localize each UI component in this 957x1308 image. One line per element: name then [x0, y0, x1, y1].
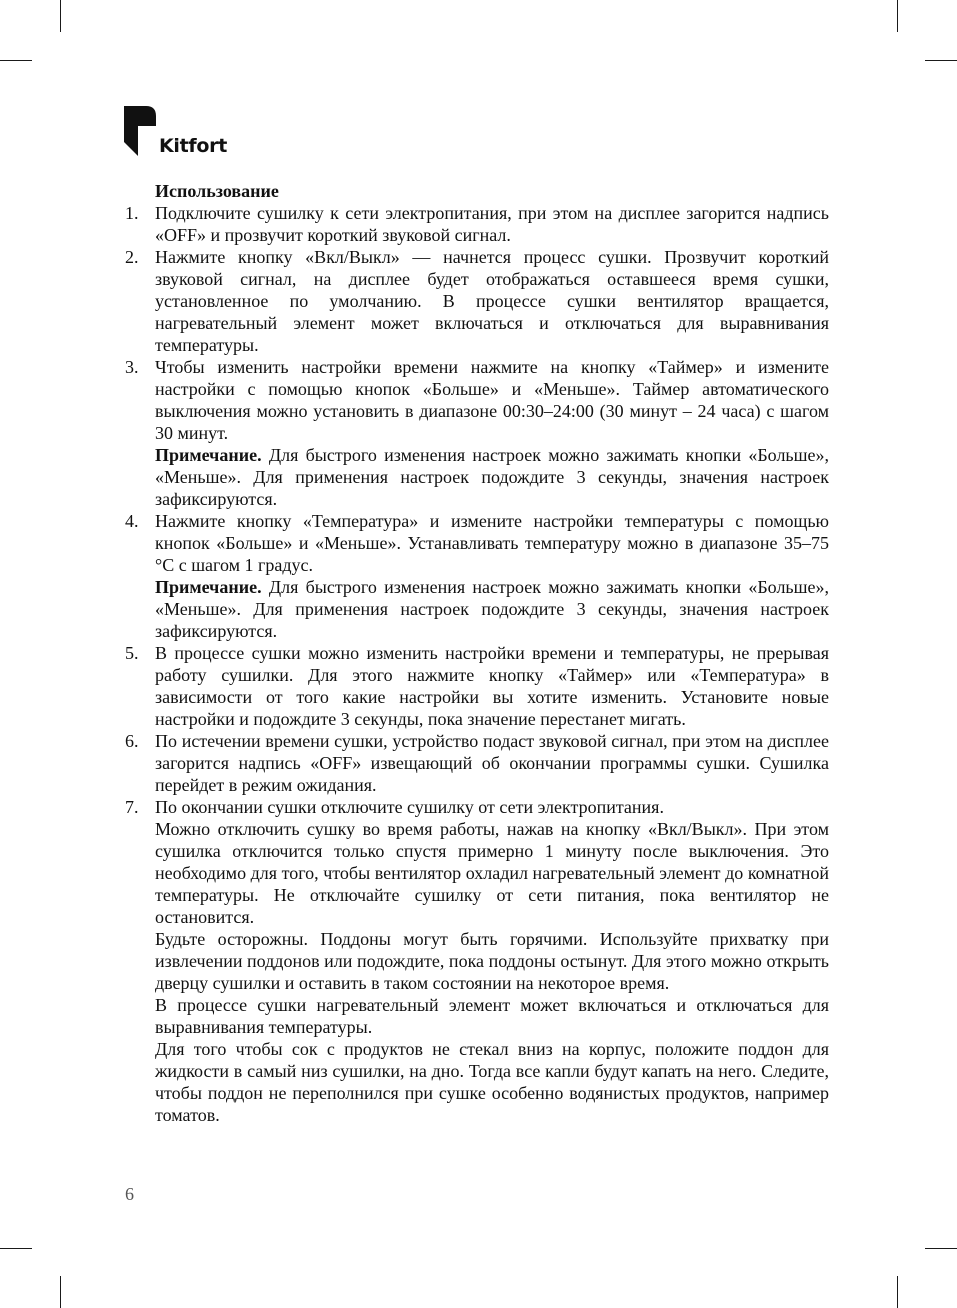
list-item-text: Нажмите кнопку «Температура» и измените настройки температуры с помощью кнопок «Больше» и «Меньше». Устанавливать температуру можно в диапазоне 35–75 °C с шагом 1 градус.	[155, 511, 829, 575]
crop-mark	[60, 0, 61, 32]
list-item	[125, 642, 829, 730]
note-label: Примечание.	[155, 445, 262, 465]
list-item-number: 5.	[125, 643, 139, 663]
body-paragraph: Для того чтобы сок с продуктов не стекал вниз на корпус, положите поддон для жидкости в самый низ сушилки, на дно. Тогда все капли будут капать на него. Следите, чтобы поддон не переполнился при сушке особенно водянистых продуктов, например томатов.	[155, 1039, 829, 1125]
main-content	[125, 180, 829, 1126]
list-item	[125, 796, 829, 818]
list-item	[125, 730, 829, 796]
crop-mark	[897, 1276, 898, 1308]
brand-name: Kitfort	[159, 135, 227, 157]
list-item-number: 1.	[125, 203, 139, 223]
list-item	[125, 202, 829, 246]
list-item-text: В процессе сушки можно изменить настройки времени и температуры, не прерывая работу сушилки. Для этого нажмите кнопку «Таймер» или «Температура» в зависимости от того какие настройки вы хотите изменить. Установите новые настройки и подождите 3 секунды, пока значение перестанет мигать.	[155, 643, 829, 729]
body-paragraph: Можно отключить сушку во время работы, нажав на кнопку «Вкл/Выкл». При этом сушилка отключится только спустя примерно 1 минуту после выключения. Это необходимо для того, чтобы вентилятор охладил нагревательный элемент до комнатной температуры. Не отключайте сушилку от сети питания, пока вентилятор не остановится.	[155, 819, 829, 927]
list-item-number: 6.	[125, 731, 139, 751]
list-item	[125, 246, 829, 356]
crop-mark	[0, 60, 32, 61]
list-item-text: Подключите сушилку к сети электропитания, при этом на дисплее загорится надпись «OFF» и прозвучит короткий звуковой сигнал.	[155, 203, 829, 245]
list-item-text: Нажмите кнопку «Вкл/Выкл» — начнется процесс сушки. Прозвучит короткий звуковой сигнал, на дисплее будет отображаться оставшееся время сушки, установленное по умолчанию. В процессе сушки вентилятор вращается, нагревательный элемент может включаться и отключаться для выравнивания температуры.	[155, 247, 829, 355]
list-item-number: 2.	[125, 247, 139, 267]
crop-mark	[925, 60, 957, 61]
list-item	[125, 356, 829, 444]
note-paragraph	[155, 576, 829, 642]
brand-logo	[124, 106, 227, 156]
kitfort-logo-icon	[124, 106, 156, 156]
note-label: Примечание.	[155, 577, 262, 597]
crop-mark	[0, 1248, 32, 1249]
list-item-text: Чтобы изменить настройки времени нажмите на кнопку «Таймер» и измените настройки с помощью кнопок «Больше» и «Меньше». Таймер автоматического выключения можно установить в диапазоне 00:30–24:00 (30 минут – 24 часа) с шагом 30 минут.	[155, 357, 829, 443]
list-item-number: 7.	[125, 797, 139, 817]
list-item	[125, 510, 829, 576]
section-title: Использование	[155, 181, 279, 201]
list-item-text: По истечении времени сушки, устройство подаст звуковой сигнал, при этом на дисплее загорится надпись «OFF» извещающий об окончании программы сушки. Сушилка перейдет в режим ожидания.	[155, 731, 829, 795]
note-text: Для быстрого изменения настроек можно зажимать кнопки «Больше», «Меньше». Для применения настроек подождите 3 секунды, значения настроек зафиксируются.	[155, 445, 829, 509]
page-number: 6	[125, 1184, 134, 1204]
note-text: Для быстрого изменения настроек можно зажимать кнопки «Больше», «Меньше». Для применения настроек подождите 3 секунды, значения настроек зафиксируются.	[155, 577, 829, 641]
list-item-text: По окончании сушки отключите сушилку от сети электропитания.	[155, 797, 664, 817]
crop-mark	[925, 1248, 957, 1249]
list-item-number: 3.	[125, 357, 139, 377]
note-paragraph	[155, 444, 829, 510]
crop-mark	[897, 0, 898, 32]
list-item-number: 4.	[125, 511, 139, 531]
body-paragraph: Будьте осторожны. Поддоны могут быть горячими. Используйте прихватку при извлечении поддонов или подождите, пока поддоны остынут. Для этого можно открыть дверцу сушилки и оставить в таком состоянии на некоторое время.	[155, 929, 829, 993]
body-paragraph: В процессе сушки нагревательный элемент может включаться и отключаться для выравнивания температуры.	[155, 995, 829, 1037]
crop-mark	[60, 1276, 61, 1308]
